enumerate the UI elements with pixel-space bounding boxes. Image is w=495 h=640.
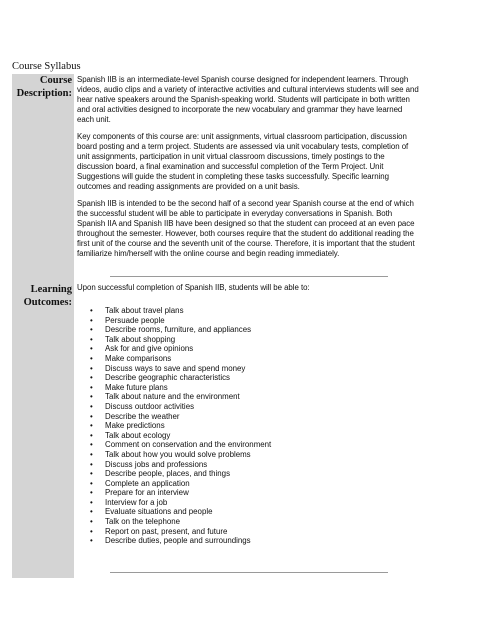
- list-item: • Complete an application: [77, 479, 271, 489]
- course-description-label: [12, 74, 72, 100]
- list-item: • Evaluate situations and people: [77, 507, 271, 517]
- section-divider: [110, 572, 388, 573]
- description-paragraph-3: Spanish IIB is intended to be the second half of a second year Spanish course at the end of which the successful student will be able to participate in everyday conversations in Spanish. Both Spanish IIA and Spanish IIB have been designed so that the student can proceed at an even pace throughout the semester. However, both courses require that the student do additional reading the first unit of the course and the seventh unit of the course. Therefore, it is important that the student familiarize him/herself with the online course and begin reading immediately.: [77, 199, 415, 258]
- list-item: • Describe geographic characteristics: [77, 373, 271, 383]
- list-item: • Talk about ecology: [77, 431, 271, 441]
- list-item: • Discuss jobs and professions: [77, 460, 271, 470]
- list-item: • Interview for a job: [77, 498, 271, 508]
- list-item: • Make future plans: [77, 383, 271, 393]
- learning-outcomes-label: [12, 283, 72, 309]
- document-title: Course Syllabus: [12, 61, 81, 72]
- list-item: • Persuade people: [77, 316, 271, 326]
- list-item: • Talk about travel plans: [77, 306, 271, 316]
- list-item: • Comment on conservation and the environment: [77, 440, 271, 450]
- list-item: • Make comparisons: [77, 354, 271, 364]
- list-item: • Report on past, present, and future: [77, 527, 271, 537]
- list-item: • Make predictions: [77, 421, 271, 431]
- list-item: • Describe the weather: [77, 412, 271, 422]
- list-item: • Talk about nature and the environment: [77, 392, 271, 402]
- list-item: • Talk about shopping: [77, 335, 271, 345]
- description-paragraph-1: Spanish IIB is an intermediate-level Spanish course designed for independent learners. Through videos, audio clips and a variety of interactive activities and cultural interviews students will see and hear native speakers around the Spanish-speaking world. Students will participate in both written and oral activities designed to incorporate the new vocabulary and grammar they have learned each unit.: [77, 75, 419, 124]
- section-label-column: [12, 74, 74, 578]
- section-divider: [110, 276, 388, 277]
- learning-outcomes-label-line2: Outcomes:: [23, 297, 72, 308]
- list-item: • Talk on the telephone: [77, 517, 271, 527]
- course-description-label-line2: Description:: [16, 88, 72, 99]
- list-item: • Prepare for an interview: [77, 488, 271, 498]
- list-item: • Describe duties, people and surroundings: [77, 536, 271, 546]
- outcomes-intro: Upon successful completion of Spanish IIB, students will be able to:: [77, 283, 310, 292]
- list-item: • Talk about how you would solve problems: [77, 450, 271, 460]
- list-item: • Ask for and give opinions: [77, 344, 271, 354]
- outcomes-list: [77, 306, 271, 546]
- list-item: • Discuss ways to save and spend money: [77, 364, 271, 374]
- list-item: • Describe people, places, and things: [77, 469, 271, 479]
- list-item: • Describe rooms, furniture, and appliances: [77, 325, 271, 335]
- learning-outcomes-label-line1: Learning: [30, 284, 72, 295]
- description-paragraph-2: Key components of this course are: unit assignments, virtual classroom participation, discussion board posting and a term project. Students are assessed via unit vocabulary tests, completion of unit assignments, participation in unit virtual classroom discussions, timely postings to the discussion board, a final examination and successful completion of the Term Project. Unit Suggestions will guide the student in completing these tasks successfully. Specific learning outcomes and reading assignments are provided on a unit basis.: [77, 132, 409, 191]
- course-description-label-line1: Course: [39, 75, 72, 86]
- list-item: • Discuss outdoor activities: [77, 402, 271, 412]
